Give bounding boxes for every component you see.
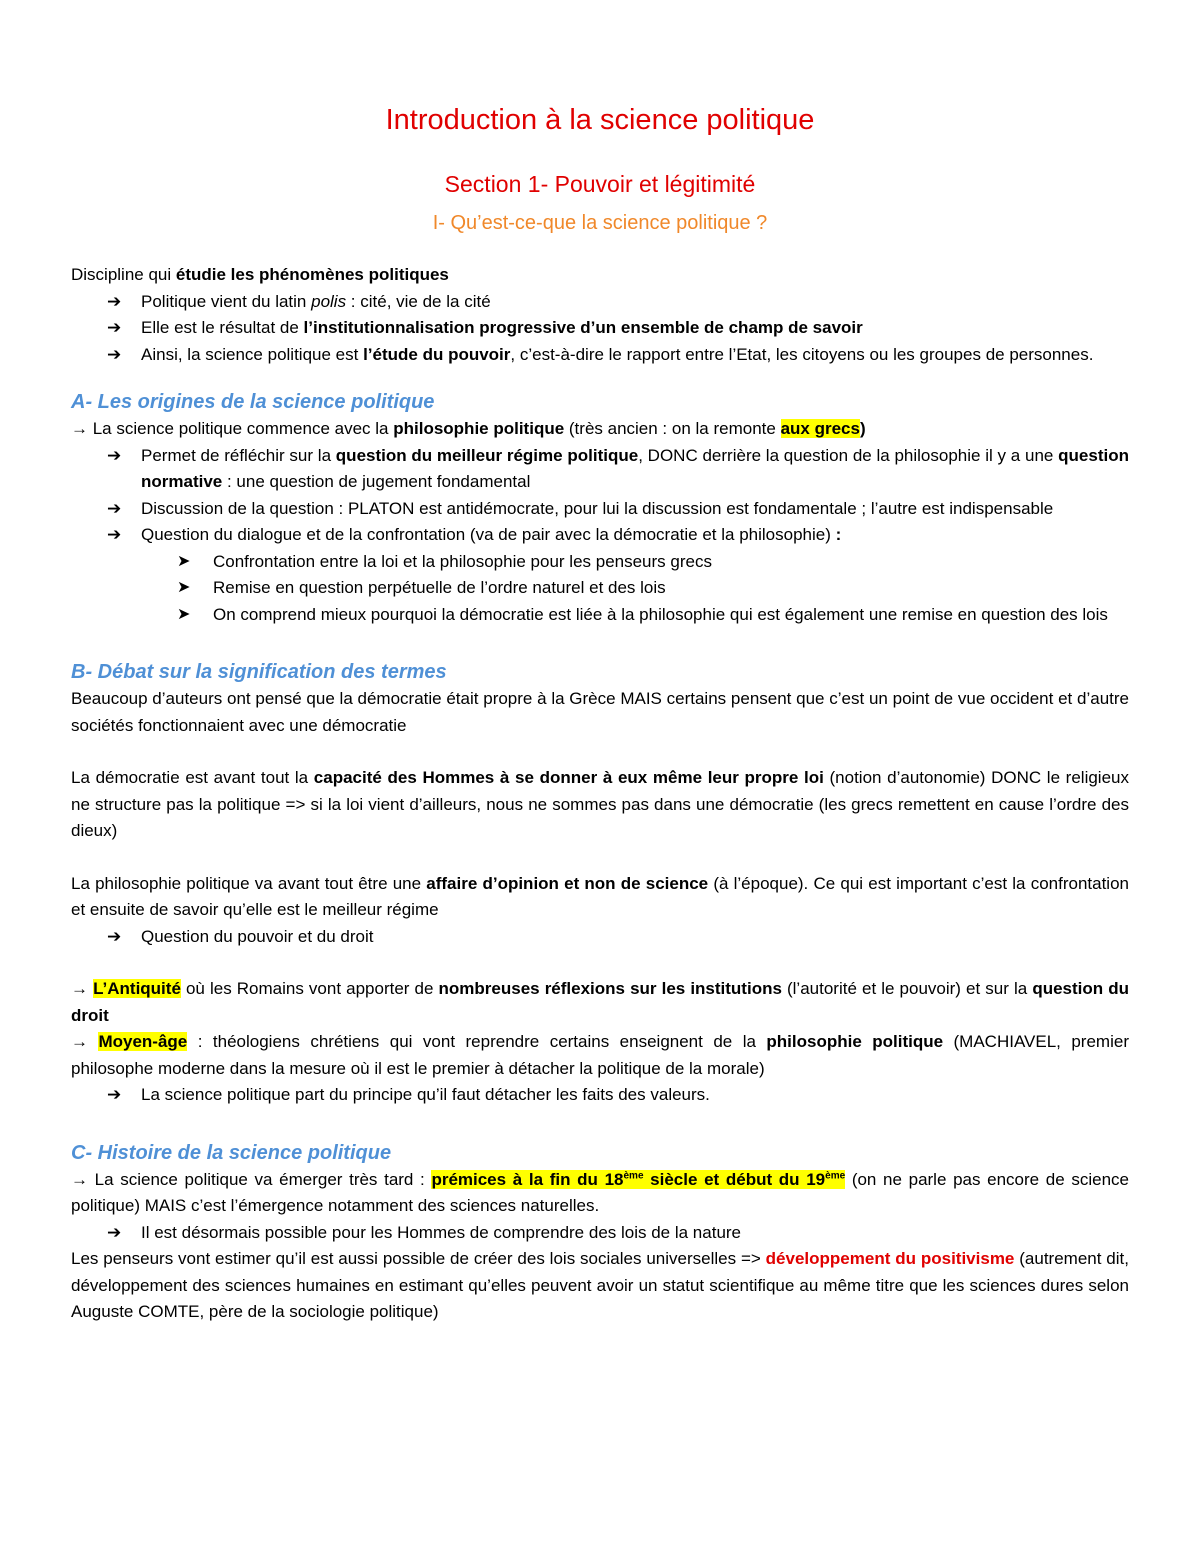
arrow-icon: → bbox=[71, 1032, 88, 1051]
arrow-icon: → bbox=[71, 1169, 88, 1189]
paragraph-b5: → Moyen-âge : théologiens chrétiens qui vont reprendre certains enseignent de la philosophie politique (MACHIAVEL, premier philosophe moderne dans la mesure où il est le premier à détacher la politique de la morale) bbox=[71, 1032, 1129, 1078]
arrow-icon: → bbox=[71, 979, 88, 998]
paragraph-b2: La démocratie est avant tout la capacité des Hommes à se donner à eux même leur propre loi (notion d’autonomie) DONC le religieux ne structure pas la politique => si la loi vient d’ailleurs, nous ne sommes pas dans une démocratie (les grecs remettent en cause l’ordre des dieux) bbox=[71, 768, 1129, 840]
list-item: ➔ Discussion de la question : PLATON est antidémocrate, pour lui la discussion est fondamentale ; l’autre est indispensable bbox=[141, 496, 1129, 523]
heading-b: B- Débat sur la signification des termes bbox=[71, 661, 447, 683]
list-item: ➤ Remise en question perpétuelle de l’ordre naturel et des lois bbox=[213, 575, 1129, 602]
bullet-list-b1 bbox=[71, 924, 1129, 951]
list-item: ➤ On comprend mieux pourquoi la démocratie est liée à la philosophie qui est également une remise en question des lois bbox=[213, 602, 1129, 629]
list-item: ➤ Confrontation entre la loi et la philosophie pour les penseurs grecs bbox=[213, 549, 1129, 576]
section-heading: Section 1- Pouvoir et légitimité bbox=[444, 171, 756, 197]
list-item: ➔ La science politique part du principe qu’il faut détacher les faits des valeurs. bbox=[141, 1082, 1129, 1109]
list-item: ➔ Elle est le résultat de l’institutionnalisation progressive d’un ensemble de champ de savoir bbox=[141, 315, 1129, 342]
list-item: ➔ Il est désormais possible pour les Hommes de comprendre des lois de la nature bbox=[141, 1220, 1129, 1247]
list-item: ➔ Question du dialogue et de la confrontation (va de pair avec la démocratie et la philosophie) : ➤ Confrontation entre la loi et la philosophie pour les penseurs grecs ➤ Remise en question perpétuelle de l’ordre naturel et des lois ➤ On comprend mieux pourquoi la démocratie est liée à la philosophie qui est également une remise en question des lois bbox=[141, 522, 1129, 628]
arrow-icon: → bbox=[71, 419, 88, 438]
heading-c: C- Histoire de la science politique bbox=[71, 1141, 392, 1164]
list-item: ➔ Question du pouvoir et du droit bbox=[141, 924, 1129, 951]
bullet-list-b2 bbox=[71, 1082, 1129, 1109]
paragraph-c2: Les penseurs vont estimer qu’il est aussi possible de créer des lois sociales universelles => développement du positivisme (autrement dit, développement des sciences humaines en estimant qu’elles peuvent avoir un statut scientifique au même titre que les sciences dures selon Auguste COMTE, père de la sociologie politique) bbox=[71, 1249, 1129, 1321]
list-item: ➔ Permet de réfléchir sur la question du meilleur régime politique, DONC derrière la question de la philosophie il y a une question normative : une question de jugement fondamental bbox=[141, 443, 1129, 496]
paragraph-b3: La philosophie politique va avant tout être une affaire d’opinion et non de science (à l’époque). Ce qui est important c’est la confrontation et ensuite de savoir qu’elle est le meilleur régime bbox=[71, 873, 1129, 919]
paragraph-b1: Beaucoup d’auteurs ont pensé que la démocratie était propre à la Grèce MAIS certains pensent que c’est un point de vue occident et d’autre sociétés fonctionnaient avec une démocratie bbox=[71, 689, 1129, 735]
bullet-list-a bbox=[71, 443, 1129, 629]
paragraph-c1: → La science politique va émerger très tard : prémices à la fin du 18ème siècle et début du 19ème (on ne parle pas encore de science politique) MAIS c’est l’émergence notamment des sciences naturelles. bbox=[71, 1169, 1129, 1215]
document-title: Introduction à la science politique bbox=[385, 104, 815, 136]
list-item: ➔ Ainsi, la science politique est l’étude du pouvoir, c’est-à-dire le rapport entre l’Etat, les citoyens ou les groupes de personnes. bbox=[141, 342, 1129, 369]
intro-paragraph: Discipline qui étudie les phénomènes politiques bbox=[71, 265, 449, 284]
paragraph-b4: → L’Antiquité où les Romains vont apporter de nombreuses réflexions sur les institutions (l’autorité et le pouvoir) et sur la question du droit bbox=[71, 979, 1129, 1025]
heading-a: A- Les origines de la science politique bbox=[71, 391, 435, 413]
intro-bullet-list bbox=[71, 289, 1129, 369]
subsection-heading: I- Qu’est-ce-que la science politique ? bbox=[432, 212, 768, 234]
list-item: ➔ Politique vient du latin polis : cité, vie de la cité bbox=[141, 289, 1129, 316]
sub-bullet-list bbox=[141, 549, 1129, 629]
paragraph-a1: → La science politique commence avec la philosophie politique (très ancien : on la remonte aux grecs) bbox=[71, 419, 866, 438]
document-page bbox=[71, 100, 1129, 1326]
bullet-list-c1 bbox=[71, 1220, 1129, 1247]
